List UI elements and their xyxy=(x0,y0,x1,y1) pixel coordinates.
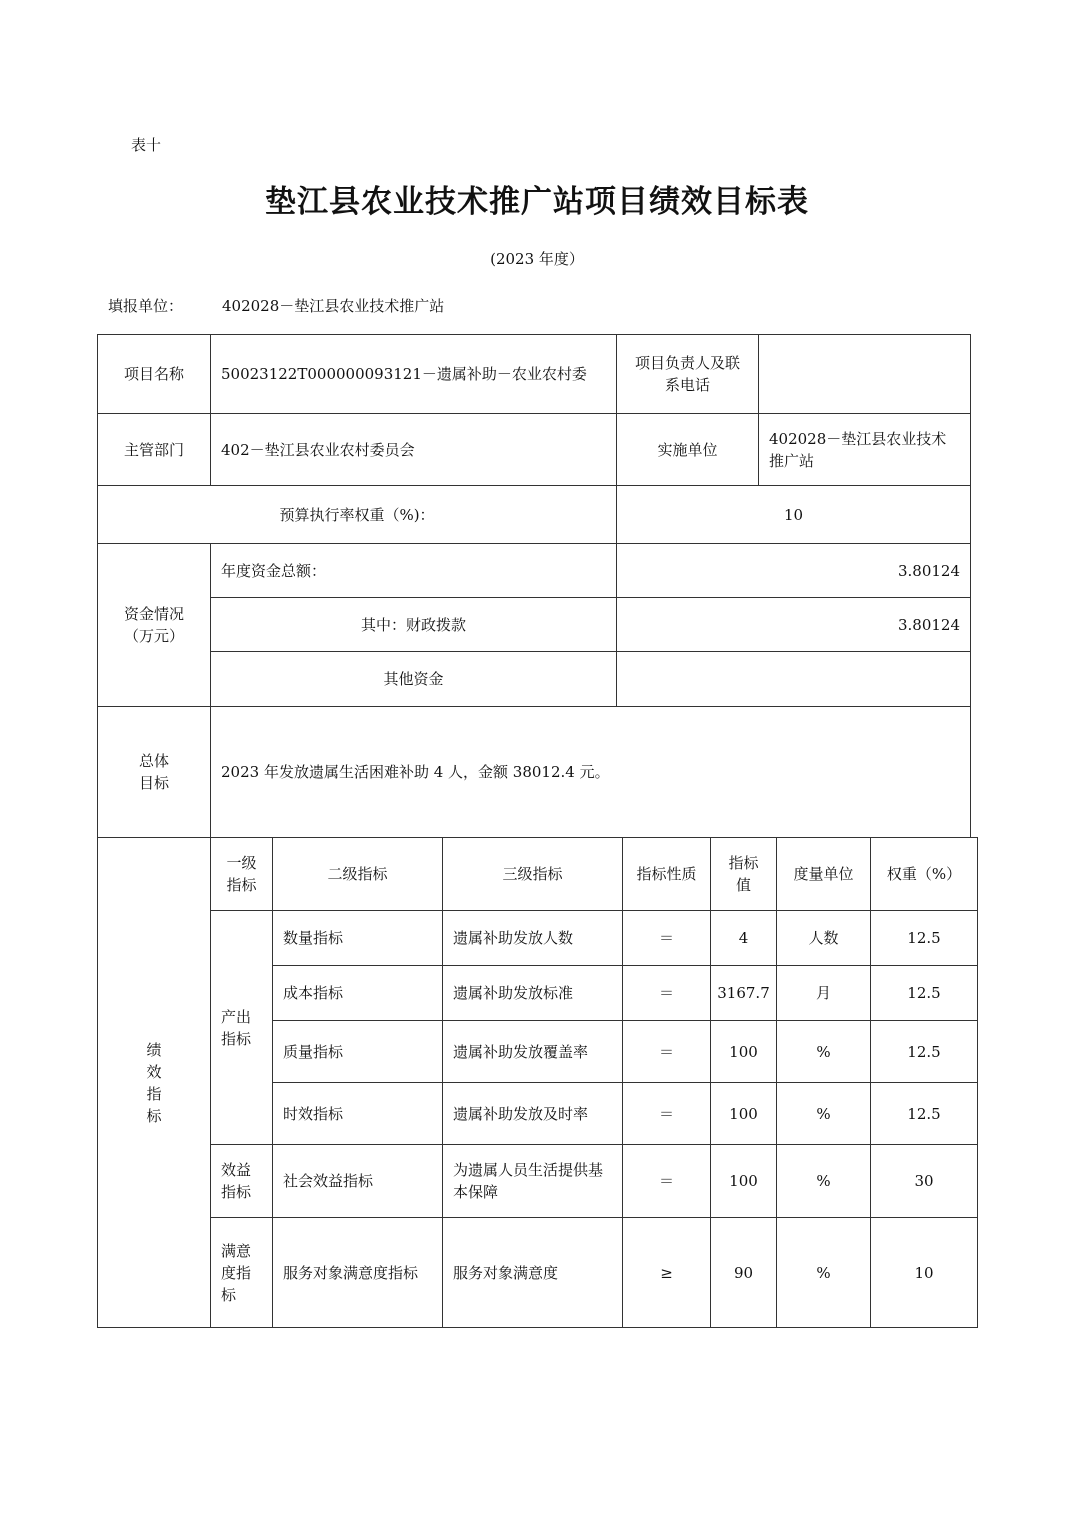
funds-other-label: 其他资金 xyxy=(210,651,617,707)
row-third-level: 遗属补助发放标准 xyxy=(442,965,623,1021)
contact-label: 项目负责人及联系电话 xyxy=(616,334,759,414)
row-weight: 12.5 xyxy=(870,910,978,966)
row-value: 100 xyxy=(710,1144,777,1218)
row-second-level: 数量指标 xyxy=(272,910,443,966)
group-benefit: 效益指标 xyxy=(210,1144,273,1218)
funds-total-label: 年度资金总额： xyxy=(210,543,617,598)
performance-label: 绩效指标 xyxy=(97,837,211,1328)
row-value: 3167.7 xyxy=(710,965,777,1021)
row-value: 4 xyxy=(710,910,777,966)
header-nature: 指标性质 xyxy=(622,837,711,911)
header-second-level: 二级指标 xyxy=(272,837,443,911)
row-third-level: 遗属补助发放覆盖率 xyxy=(442,1020,623,1083)
implementing-unit-label: 实施单位 xyxy=(616,413,759,486)
funds-other-value xyxy=(616,651,971,707)
group-output: 产出指标 xyxy=(210,910,273,1145)
contact-value xyxy=(758,334,971,414)
group-satisfaction: 满意度指标 xyxy=(210,1217,273,1328)
budget-weight-label: 预算执行率权重（%)： xyxy=(97,485,617,544)
row-nature: ＝ xyxy=(622,1020,711,1083)
row-unit: % xyxy=(776,1217,871,1328)
row-second-level: 服务对象满意度指标 xyxy=(272,1217,443,1328)
header-value: 指标值 xyxy=(710,837,777,911)
budget-weight-value: 10 xyxy=(616,485,971,544)
project-name-label: 项目名称 xyxy=(97,334,211,414)
row-second-level: 成本指标 xyxy=(272,965,443,1021)
overall-goal-text: 2023 年发放遗属生活困难补助 4 人，金额 38012.4 元。 xyxy=(210,706,971,838)
funds-total-value: 3.80124 xyxy=(616,543,971,598)
row-nature: ＝ xyxy=(622,910,711,966)
row-nature: ＝ xyxy=(622,1082,711,1145)
row-third-level: 为遗属人员生活提供基本保障 xyxy=(442,1144,623,1218)
funds-fiscal-value: 3.80124 xyxy=(616,597,971,652)
department-value: 402－垫江县农业农村委员会 xyxy=(210,413,617,486)
row-third-level: 遗属补助发放人数 xyxy=(442,910,623,966)
row-second-level: 时效指标 xyxy=(272,1082,443,1145)
header-weight: 权重（%） xyxy=(870,837,978,911)
row-unit: 人数 xyxy=(776,910,871,966)
funds-label: 资金情况（万元） xyxy=(97,543,211,707)
project-name-value: 50023122T000000093121－遗属补助－农业农村委 xyxy=(210,334,617,414)
row-weight: 10 xyxy=(870,1217,978,1328)
row-value: 90 xyxy=(710,1217,777,1328)
row-third-level: 服务对象满意度 xyxy=(442,1217,623,1328)
row-unit: % xyxy=(776,1020,871,1083)
row-weight: 30 xyxy=(870,1144,978,1218)
row-unit: % xyxy=(776,1144,871,1218)
overall-goal-label: 总体目标 xyxy=(97,706,211,838)
row-weight: 12.5 xyxy=(870,1020,978,1083)
row-second-level: 质量指标 xyxy=(272,1020,443,1083)
table-number: 表十 xyxy=(131,136,162,154)
document-year: (2023 年度） xyxy=(490,250,584,268)
row-value: 100 xyxy=(710,1082,777,1145)
funds-fiscal-label: 其中：财政拨款 xyxy=(210,597,617,652)
document-title: 垫江县农业技术推广站项目绩效目标表 xyxy=(265,184,809,220)
header-unit: 度量单位 xyxy=(776,837,871,911)
implementing-unit-value: 402028－垫江县农业技术推广站 xyxy=(758,413,971,486)
reporting-unit-value: 402028－垫江县农业技术推广站 xyxy=(222,297,445,315)
row-unit: 月 xyxy=(776,965,871,1021)
row-second-level: 社会效益指标 xyxy=(272,1144,443,1218)
header-first-level: 一级指标 xyxy=(210,837,273,911)
row-nature: ＝ xyxy=(622,965,711,1021)
row-weight: 12.5 xyxy=(870,1082,978,1145)
header-third-level: 三级指标 xyxy=(442,837,623,911)
row-nature: ＝ xyxy=(622,1144,711,1218)
reporting-unit-label: 填报单位： xyxy=(108,297,184,315)
row-weight: 12.5 xyxy=(870,965,978,1021)
row-value: 100 xyxy=(710,1020,777,1083)
row-unit: % xyxy=(776,1082,871,1145)
row-nature: ≥ xyxy=(622,1217,711,1328)
row-third-level: 遗属补助发放及时率 xyxy=(442,1082,623,1145)
department-label: 主管部门 xyxy=(97,413,211,486)
